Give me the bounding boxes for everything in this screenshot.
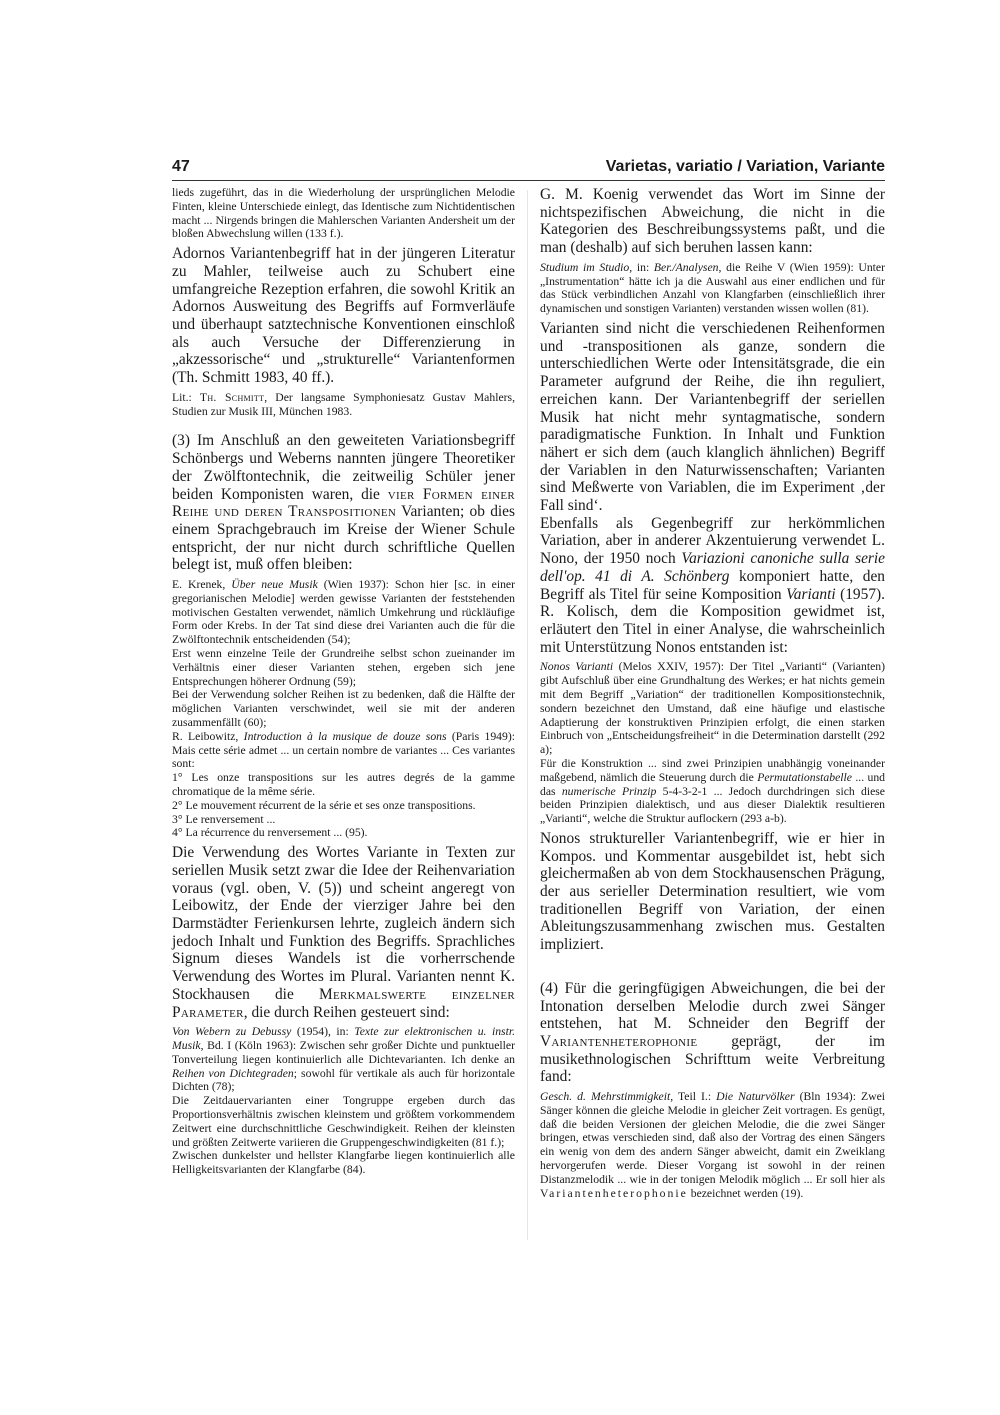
nono-title-2: Varianti	[786, 585, 836, 603]
right-paragraph-koenig: G. M. Koenig verwendet das Wort im Sinne der nichtspezifischen Abweichung, die nicht in die Kategorien des Beschreibungssystems paßt, und die man (deshalb) auf sich beruhen lassen kann:	[540, 186, 885, 257]
quote-stockhausen-3: Zwischen dunkelster und hellster Klangfarbe liegen kontinuierlich alle Helligkeitsvarianten der Klangfarbe (84).	[172, 1149, 515, 1177]
quote-kolisch-title: Nonos Varianti	[540, 660, 614, 674]
quote-krenek-text: (Wien 1937): Schon hier [sc. in einer gregorianischen Melodie] werden gewisse Varianten der feststehenden motivischen Gestalten verwendet, nämlich Umkehrung und rückläufige Form oder Krebs. In der Tat sind diese drei Varianten auch die für die Zwölftontechnik entscheidenden (54);	[172, 578, 515, 647]
left-column	[172, 186, 515, 1177]
quote-kolisch-2-text-a: Für die Konstruktion ... sind zwei Prinzipien unabhängig voneinander maßgebend, nämlich die Steuerung durch die	[540, 756, 885, 784]
quote-kolisch-1	[540, 660, 885, 757]
quote-schneider-text-c: bezeichnet werden (19).	[687, 1186, 804, 1200]
quote-koenig-text-b: , die Reihe V (Wien 1959): Unter „Instrumentation“ hätte ich ja die Auswahl aus einer endlichen und für das Stück verbindlichen Anzahl von Klangfarben (einschließlich ihrer dynamischen und sonstigen Varianten) verstanden wissen wollen (81).	[540, 260, 886, 316]
quote-leibowitz-text: (Paris 1949): Mais cette série admet ... un certain nombre de variantes ... Ces variantes sont:	[172, 729, 515, 771]
leibowitz-item-4: 4° La récurrence du renversement ... (95).	[172, 826, 368, 840]
quote-schneider-text-a: , Teil I.:	[670, 1090, 717, 1104]
quote-leibowitz	[172, 730, 515, 771]
nono-text-a: Ebenfalls als Gegenbegriff zur herkömmlichen Variation, aber in anderer Akzentuierung verwendet L. Nono, der 1950 noch	[540, 514, 885, 568]
right-paragraph-varianten: Varianten sind nicht die verschiedenen Reihenformen und -transpositionen als ganze, sondern die unterschiedlichen Werte oder Intensitätsgrade, die ein Parameter aufgrund der Reihe, die ihn reguliert, erreichen kann. Der Variantenbegriff der seriellen Musik hat nicht mehr syntagmatische, sondern paradigmatische Funktion. In Inhalt und Funktion nähert er sich dem (auch klanglich ähnlichen) Begriff der Variablen in den Naturwissenschaften; Varianten sind Meßwerte von Variablen, die im Experiment ‚der Fall sind‘.	[540, 320, 885, 515]
quote-kolisch-2-title: Permutationstabelle	[757, 770, 852, 784]
quote-koenig-text-a: , in:	[629, 260, 654, 274]
quote-stockhausen-2: Die Zeitdauervarianten einer Tongruppe ergeben durch das Proportionsverhältnis zwischen kleinstem und größtem vorkommendem Zeitwert eine durchschnittliche Geschwindigkeit. Reihen der kleinsten und größten Zeitwerte variieren die Gruppengeschwindigkeiten (81 f.);	[172, 1094, 515, 1149]
quote-kolisch-2-text-b: ... und das	[540, 770, 886, 798]
lit-rest: , Der langsame Symphoniesatz Gustav Mahlers, Studien zur Musik III, München 1983.	[172, 390, 515, 418]
section-4-smallcaps: Variantenheterophonie	[540, 1032, 698, 1050]
page-number: 47	[172, 158, 190, 175]
section-4-text-b: geprägt, der im musikethnologischen Schrifttum weite Verbreitung fand:	[540, 1032, 885, 1086]
quote-kolisch-text: (Melos XXIV, 1957): Der Titel „Varianti“ (Varianten) gibt Aufschluß über eine Grundhaltung des Werkes; er hat nichts gemein mit dem Begriff „Variation“ der traditionellen Kompositionstechnik, sondern bezeichnet den Umstand, daß eine häufige und elastische Adaptierung der konstruktiven Prinzipien erfolgt, die einen starken Einbruch von „Entscheidungsfreiheit“ in die Determination darstellt (292 a);	[540, 660, 885, 757]
left-paragraph-2: Adornos Variantenbegriff hat in der jüngeren Literatur zu Mahler, teilweise auch zu Schubert eine umfangreiche Rezeption erfahren, die sowohl Kritik an Adornos Ausweitung des Begriffs auf Formverläufe und überhaupt satztechnische Konventionen einschloß als auch Versuche der Differenzierung in „akzessorische“ und „strukturelle“ Variantenformen (Th. Schmitt 1983, 40 ff.).	[172, 245, 515, 387]
section-3-smallcaps: vier Formen einer Reihe und deren Transpositionen	[172, 485, 515, 521]
lit-label: Lit.:	[172, 390, 200, 404]
quote-kolisch-2-title-2: numerische Prinzip	[561, 784, 657, 798]
quote-stockhausen-title-2: Texte zur elektronischen u. instr. Musik	[172, 1025, 516, 1052]
quote-koenig-title: Studium im Studio	[540, 260, 630, 274]
quote-krenek-2: Erst wenn einzelne Teile der Grundreihe selbst schon zueinander im Verhältnis einer dieser Varianten stehen, ergeben sich jene Entsprechungen höherer Ordnung (59);	[172, 647, 515, 688]
running-title: Varietas, variatio / Variation, Variante	[605, 158, 885, 175]
section-4-text-a: (4) Für die geringfügigen Abweichungen, die bei der Intonation derselben Melodie durch zwei Sänger entstehen, hat M. Schneider den Begriff der	[540, 979, 885, 1033]
quote-krenek-author: E. Krenek,	[172, 578, 232, 592]
right-paragraph-nono	[540, 515, 885, 657]
literature-reference	[172, 391, 515, 419]
quote-koenig	[540, 261, 885, 316]
quote-stockhausen-text-c: ; sowohl für vertikale als auch für horizontale Dichten (78);	[172, 1066, 515, 1094]
right-paragraph-structural: Nonos struktureller Variantenbegriff, wie er hier in Kompos. und Kommentar ausgebildet ist, hebt sich gleichermaßen ab von dem Stockhausenschen Prägung, der aus serieller Determination resultiert, wie vom traditionellen Begriff von Variation, der einen Ableitungszusammenhang zwischen mus. Gestalten impliziert.	[540, 829, 885, 954]
column-divider	[527, 190, 528, 1240]
quote-stockhausen-1	[172, 1025, 515, 1094]
quote-schneider	[540, 1090, 885, 1200]
quote-stockhausen-text-b: , Bd. I (Köln 1963): Zwischen sehr großer Dichte und punktueller Tonverteilung liegen kontinuierlich alle Dichtevarianten. Ich denke an	[172, 1039, 515, 1066]
quote-krenek-title: Über neue Musik	[231, 578, 318, 592]
section-3-text-a: (3) Im Anschluß an den geweiteten Variationsbegriff Schönbergs und Weberns nannten jüngere Theoretiker der Zwölftontechnik, die zeitweilig Schüler jener beiden Komponisten waren, die	[172, 432, 515, 503]
quote-koenig-title-2: Ber./Analysen	[653, 260, 719, 274]
nono-text-b: komponiert hatte, den Begriff als Titel für seine Komposition	[540, 567, 885, 603]
quote-leibowitz-author: R. Leibowitz,	[172, 729, 244, 743]
leibowitz-item-2: 2° Le mouvement récurrent de la série et ses onze transpositions.	[172, 798, 476, 812]
stockhausen-smallcaps: Merkmalswerte einzelner Parameter	[172, 985, 515, 1021]
quote-kolisch-2-text-c: 5-4-3-2-1 ... Jedoch durchdringen sich diese beiden Prinzipien dialektisch, und aus dieser Dialektik resultieren „Varianti“, welche die Struktur auflockern (293 a-b).	[540, 784, 885, 826]
quote-krenek	[172, 578, 515, 647]
right-column	[540, 186, 885, 1204]
quote-schneider-text-b: (Bln 1934): Zwei Sänger können die gleiche Melodie in gleicher Zeit vortragen. Es genügt, daß die beiden Versionen der gleichen Melodie, die die zwei Sänger bringen, etwas verschieden sind, daß also der Vortrag des einen Sängers ein wenig von dem des andern Sänger abweicht, damit ein Zweiklang hervorgerufen werde. Dieser Vorgang ist sowohl in der reinen Distanzmelodik ... wie in der tonigen Melodik möglich ... Er soll hier als	[540, 1090, 886, 1186]
nono-title: Variazioni canoniche sulla serie dell'op. 41 di A. Schönberg	[540, 550, 886, 585]
quote-schneider-spaced-term: Variantenheterophonie	[540, 1186, 688, 1200]
quote-krenek-3: Bei der Verwendung solcher Reihen ist zu bedenken, daß die Hälfte der möglichen Varianten verschwindet, weil sie mit der anderen zusammenfällt (60);	[172, 688, 515, 729]
nono-text-c: (1957). R. Kolisch, dem die Komposition gewidmet ist, erläutert den Titel in einer Analyse, die wahrscheinlich mit Unterstützung Nonos entstanden ist:	[540, 585, 885, 656]
quote-kolisch-2	[540, 757, 885, 826]
quote-stockhausen-title-3: Reihen von Dichtegraden	[172, 1066, 294, 1080]
quote-schneider-title: Gesch. d. Mehrstimmigkeit	[540, 1090, 671, 1104]
left-paragraph-stockhausen	[172, 844, 515, 1021]
lit-author: Th. Schmitt	[199, 390, 265, 404]
header-rule	[172, 180, 885, 181]
quote-stockhausen-title: Von Webern zu Debussy	[172, 1025, 292, 1039]
leibowitz-item-1: 1° Les onze transpositions sur les autres degrés de la gamme chromatique de la même série.	[172, 771, 515, 798]
quote-stockhausen-text-a: (1954), in:	[291, 1025, 355, 1039]
stockhausen-text-b: , die durch Reihen gesteuert sind:	[243, 1003, 450, 1021]
section-4-paragraph	[540, 980, 885, 1086]
quote-leibowitz-title: Introduction à la musique de douze sons	[243, 729, 447, 743]
stockhausen-text-a: Die Verwendung des Wortes Variante in Texten zur seriellen Musik setzt zwar die Idee der Reihenvariation voraus (vgl. oben, V. (5)) und scheint angeregt von Leibowitz, der Ende der vierziger Jahre bei den Darmstädter Ferienkursen lehrte, zugleich ändern sich jedoch Inhalt und Funktion des Begriffs. Sprachliches Signum dieses Wandels ist die vorherrschende Verwendung des Wortes im Plural. Varianten nennt K. Stockhausen die	[172, 844, 515, 1003]
leibowitz-item-3: 3° Le renversement ...	[172, 812, 276, 826]
left-paragraph-1: lieds zugeführt, das in die Wiederholung der ursprünglichen Melodie Finten, kleine Unterschiede einlegt, das Identische zum Nichtidentischen macht ... Nirgends bringen die Mahlerschen Varianten Andersheit um der bloßen Abwechslung willen (133 f.).	[172, 186, 515, 241]
section-3-paragraph	[172, 432, 515, 574]
quote-schneider-title-2: Die Naturvölker	[716, 1090, 795, 1104]
section-3-text-b: Varianten; ob dies einem Sprachgebrauch im Kreise der Wiener Schule entspricht, der nur nicht durch schriftliche Quellen belegt ist, muß offen bleiben:	[172, 503, 515, 574]
